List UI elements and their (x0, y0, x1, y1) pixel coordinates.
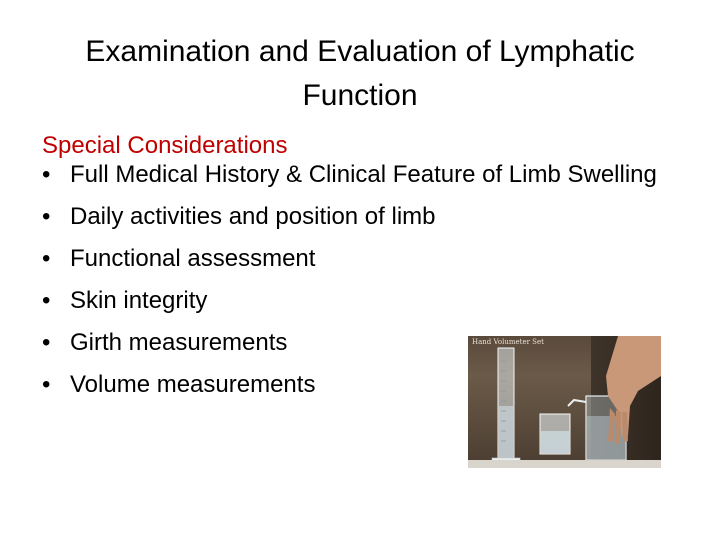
list-item-text: Functional assessment (70, 245, 316, 272)
bullet-icon: • (42, 161, 51, 188)
hand-volumeter-photo (468, 336, 661, 468)
list-item (42, 160, 692, 189)
list-item-text: Girth measurements (70, 329, 288, 356)
list-item (42, 286, 692, 315)
list-item (42, 202, 692, 231)
bullet-icon: • (42, 245, 51, 272)
list-item-text: Skin integrity (70, 287, 208, 314)
section-subheading: Special Considerations (42, 132, 288, 159)
slide-title: Examination and Evaluation of Lymphatic Function (85, 35, 635, 112)
list-item-text: Daily activities and position of limb (70, 203, 436, 230)
table-surface (468, 460, 661, 468)
volumeter-illustration (468, 336, 661, 468)
photo-caption: Hand Volumeter Set (472, 338, 544, 346)
bullet-icon: • (42, 203, 51, 230)
list-item (42, 244, 692, 273)
beaker-icon (540, 414, 570, 454)
bullet-icon: • (42, 329, 51, 356)
bullet-icon: • (42, 371, 51, 398)
graduated-cylinder-icon (492, 348, 520, 464)
list-item-text: Full Medical History & Clinical Feature of Limb Swelling (70, 161, 657, 188)
list-item-text: Volume measurements (70, 371, 316, 398)
bullet-icon: • (42, 287, 51, 314)
